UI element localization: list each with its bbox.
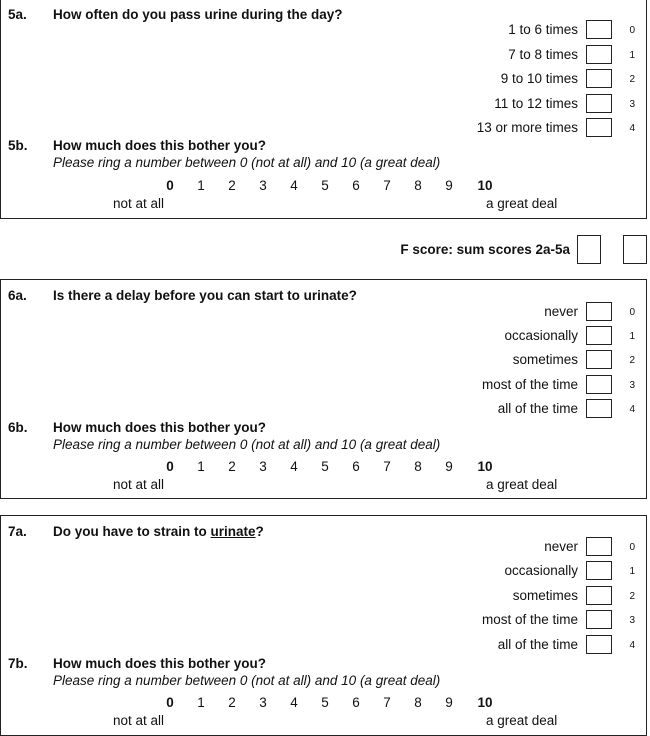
option-row <box>346 45 646 65</box>
option-row <box>346 94 646 114</box>
scale-number[interactable]: 9 <box>445 695 453 710</box>
scale-number[interactable]: 7 <box>383 459 391 474</box>
option-code: 0 <box>629 542 635 553</box>
option-code: 1 <box>629 50 635 61</box>
scale-number[interactable]: 8 <box>414 459 422 474</box>
answer-checkbox[interactable] <box>586 537 612 556</box>
option-row <box>346 69 646 89</box>
question-text-underlined: urinate <box>210 524 256 539</box>
option-code: 4 <box>629 640 635 651</box>
scale-number[interactable]: 4 <box>290 695 298 710</box>
question-text: How often do you pass urine during the day? <box>53 7 343 22</box>
answer-checkbox[interactable] <box>586 350 612 369</box>
option-row <box>346 350 646 370</box>
f-score-box-units[interactable] <box>623 235 647 264</box>
answer-checkbox[interactable] <box>586 326 612 345</box>
scale-number[interactable]: 3 <box>259 178 267 193</box>
scale-number[interactable]: 0 <box>166 695 174 710</box>
scale-number[interactable]: 8 <box>414 178 422 193</box>
option-label: never <box>544 304 578 319</box>
option-code: 3 <box>629 99 635 110</box>
answer-checkbox[interactable] <box>586 69 612 88</box>
instruction-text: Please ring a number between 0 (not at all) and 10 (a great deal) <box>53 437 441 452</box>
option-label: occasionally <box>504 563 578 578</box>
question-6-section <box>0 279 647 499</box>
option-label: 1 to 6 times <box>508 22 578 37</box>
scale-number[interactable]: 8 <box>414 695 422 710</box>
option-row <box>346 399 646 419</box>
option-code: 0 <box>629 307 635 318</box>
scale-number[interactable]: 3 <box>259 695 267 710</box>
option-code: 2 <box>629 355 635 366</box>
scale-number[interactable]: 3 <box>259 459 267 474</box>
answer-checkbox[interactable] <box>586 375 612 394</box>
rating-scale <box>1 695 646 713</box>
option-label: 13 or more times <box>476 120 578 135</box>
option-label: sometimes <box>512 352 578 367</box>
scale-number[interactable]: 5 <box>321 459 329 474</box>
answer-checkbox[interactable] <box>586 586 612 605</box>
scale-number[interactable]: 7 <box>383 178 391 193</box>
answer-checkbox[interactable] <box>586 118 612 137</box>
question-number: 7b. <box>8 656 28 671</box>
scale-number[interactable]: 5 <box>321 178 329 193</box>
question-number: 6b. <box>8 420 28 435</box>
option-row <box>346 537 646 557</box>
answer-checkbox[interactable] <box>586 561 612 580</box>
scale-low-label: not at all <box>113 196 165 211</box>
scale-number[interactable]: 7 <box>383 695 391 710</box>
scale-number[interactable]: 2 <box>228 695 236 710</box>
option-row <box>346 375 646 395</box>
scale-number[interactable]: 6 <box>352 178 360 193</box>
answer-checkbox[interactable] <box>586 20 612 39</box>
option-label: all of the time <box>497 637 578 652</box>
question-text-part: ? <box>255 524 264 539</box>
option-code: 3 <box>629 380 635 391</box>
f-score-label: F score: sum scores 2a-5a <box>400 242 570 257</box>
scale-number[interactable]: 1 <box>197 178 205 193</box>
scale-number[interactable]: 1 <box>197 695 205 710</box>
option-code: 3 <box>629 615 635 626</box>
question-text: How much does this bother you? <box>53 656 267 671</box>
option-row <box>346 561 646 581</box>
question-5-section <box>0 0 647 219</box>
question-text-part: Do you have to strain to <box>53 524 211 539</box>
question-number: 5a. <box>8 7 27 22</box>
scale-low-label: not at all <box>113 477 165 492</box>
scale-low-label: not at all <box>113 713 165 728</box>
answer-checkbox[interactable] <box>586 94 612 113</box>
question-7-section <box>0 515 647 736</box>
scale-number[interactable]: 6 <box>352 459 360 474</box>
scale-high-label: a great deal <box>486 713 558 728</box>
option-code: 0 <box>629 25 635 36</box>
option-row <box>346 118 646 138</box>
question-text: How much does this bother you? <box>53 138 267 153</box>
f-score-box-tens[interactable] <box>577 235 601 264</box>
answer-checkbox[interactable] <box>586 302 612 321</box>
option-label: sometimes <box>512 588 578 603</box>
question-number: 5b. <box>8 138 28 153</box>
scale-number[interactable]: 9 <box>445 459 453 474</box>
option-label: most of the time <box>481 612 578 627</box>
option-code: 2 <box>629 74 635 85</box>
f-score-row <box>0 235 650 265</box>
question-number: 6a. <box>8 288 27 303</box>
scale-number[interactable]: 4 <box>290 178 298 193</box>
option-label: 11 to 12 times <box>494 96 578 111</box>
question-text: How much does this bother you? <box>53 420 267 435</box>
option-row <box>346 20 646 40</box>
question-text: Is there a delay before you can start to urinate? <box>53 288 357 303</box>
answer-checkbox[interactable] <box>586 635 612 654</box>
instruction-text: Please ring a number between 0 (not at all) and 10 (a great deal) <box>53 155 441 170</box>
rating-scale <box>1 178 646 196</box>
question-text <box>53 524 264 539</box>
option-code: 4 <box>629 123 635 134</box>
scale-number[interactable]: 5 <box>321 695 329 710</box>
option-label: never <box>544 539 578 554</box>
scale-number[interactable]: 1 <box>197 459 205 474</box>
answer-checkbox[interactable] <box>586 610 612 629</box>
option-label: occasionally <box>504 328 578 343</box>
option-label: most of the time <box>481 377 578 392</box>
scale-number[interactable]: 0 <box>166 178 174 193</box>
scale-number[interactable]: 2 <box>228 178 236 193</box>
option-row <box>346 610 646 630</box>
option-row <box>346 635 646 655</box>
option-code: 1 <box>629 331 635 342</box>
scale-high-label: a great deal <box>486 477 558 492</box>
scale-number[interactable]: 4 <box>290 459 298 474</box>
instruction-text: Please ring a number between 0 (not at all) and 10 (a great deal) <box>53 673 441 688</box>
scale-number[interactable]: 10 <box>477 178 493 193</box>
option-label: 9 to 10 times <box>500 71 578 86</box>
scale-number[interactable]: 0 <box>166 459 174 474</box>
answer-checkbox[interactable] <box>586 399 612 418</box>
scale-number[interactable]: 10 <box>477 695 493 710</box>
option-code: 2 <box>629 591 635 602</box>
question-number: 7a. <box>8 524 27 539</box>
option-row <box>346 302 646 322</box>
scale-number[interactable]: 10 <box>477 459 493 474</box>
option-label: 7 to 8 times <box>508 47 578 62</box>
scale-number[interactable]: 6 <box>352 695 360 710</box>
scale-number[interactable]: 9 <box>445 178 453 193</box>
scale-number[interactable]: 2 <box>228 459 236 474</box>
option-label: all of the time <box>497 401 578 416</box>
option-row <box>346 586 646 606</box>
option-code: 4 <box>629 404 635 415</box>
option-row <box>346 326 646 346</box>
answer-checkbox[interactable] <box>586 45 612 64</box>
option-code: 1 <box>629 566 635 577</box>
rating-scale <box>1 459 646 477</box>
scale-high-label: a great deal <box>486 196 558 211</box>
